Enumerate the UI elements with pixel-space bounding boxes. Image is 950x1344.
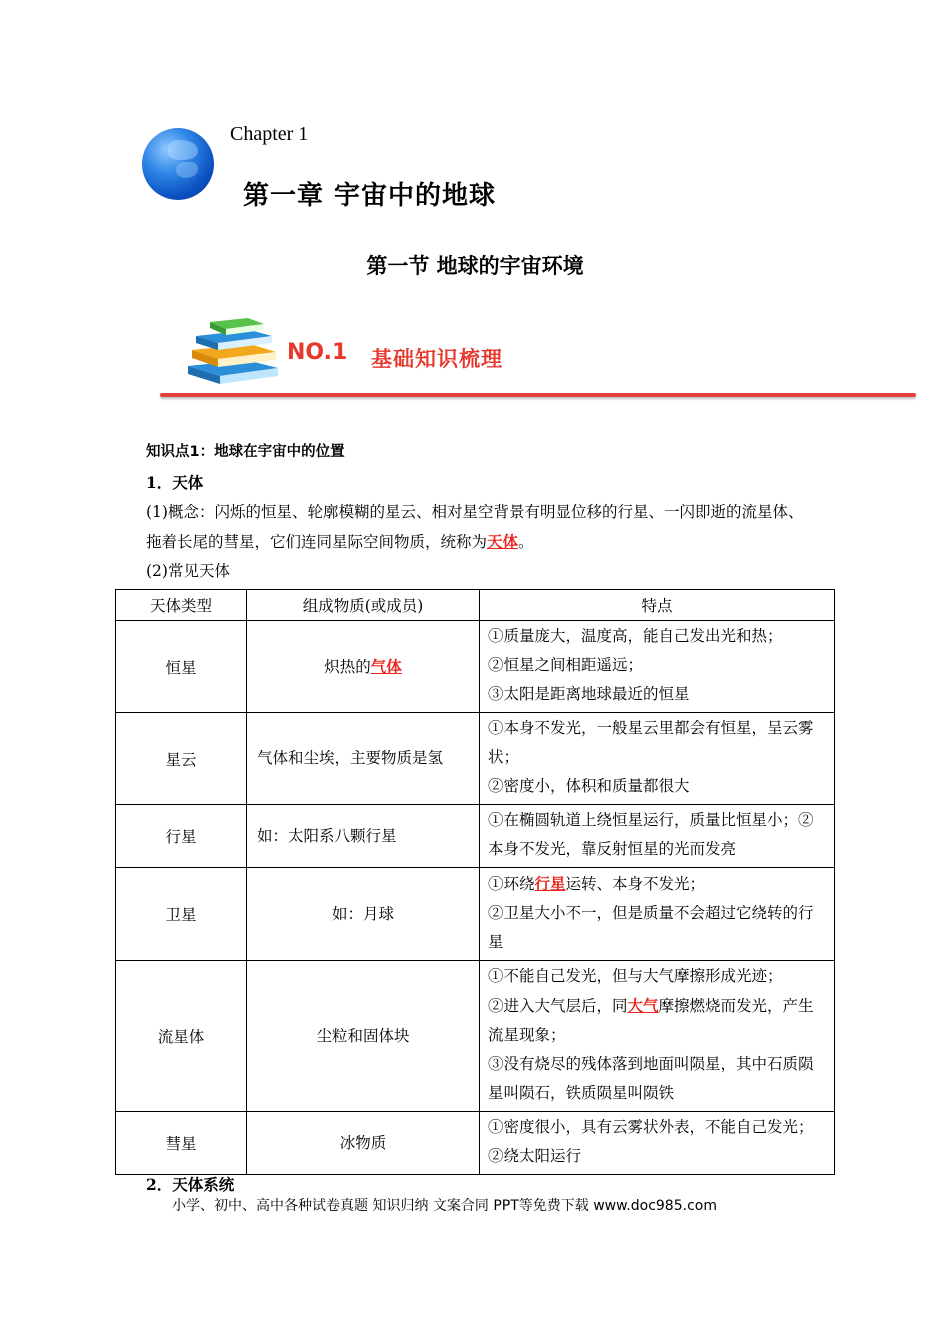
chapter-english-label: Chapter 1	[230, 123, 309, 145]
heading-celestial-bodies: 1．天体	[146, 473, 204, 492]
highlight-term: 气体	[370, 656, 402, 676]
cell-type: 星云	[116, 713, 247, 805]
cell-composition: 如：太阳系八颗行星	[247, 805, 480, 868]
table-row	[116, 621, 835, 713]
table-header-row	[116, 590, 835, 621]
cell-features: ①质量庞大，温度高，能自己发出光和热； ②恒星之间相距遥远； ③太阳是距离地球最近的恒星	[480, 621, 835, 713]
table-row	[116, 805, 835, 868]
footer-text: 小学、初中、高中各种试卷真题 知识归纳 文案合同 PPT等免费下载 www.doc985.com	[172, 1198, 717, 1214]
table-row	[116, 1112, 835, 1175]
header-composition: 组成物质(或成员)	[247, 590, 480, 621]
cell-type: 行星	[116, 805, 247, 868]
header-features: 特点	[480, 590, 835, 621]
cell-features: ①不能自己发光，但与大气摩擦形成光迹； ②进入大气层后，同大气摩擦燃烧而发光，产生流星现象； ③没有烧尽的残体落到地面叫陨星，其中石质陨星叫陨石，铁质陨星叫陨铁	[480, 961, 835, 1112]
header-type: 天体类型	[116, 590, 247, 621]
heading-common-bodies: (2)常见天体	[146, 562, 230, 580]
cell-composition: 气体和尘埃，主要物质是氢	[247, 713, 480, 805]
cell-features: ①在椭圆轨道上绕恒星运行，质量比恒星小；②本身不发光，靠反射恒星的光而发亮	[480, 805, 835, 868]
chapter-title: 第一章 宇宙中的地球	[243, 181, 497, 211]
globe-icon	[142, 128, 214, 200]
cell-features: ①本身不发光，一般星云里都会有恒星，呈云雾状； ②密度小，体积和质量都很大	[480, 713, 835, 805]
table-row	[116, 961, 835, 1112]
cell-features: ①环绕行星运转、本身不发光； ②卫星大小不一，但是质量不会超过它绕转的行星	[480, 868, 835, 961]
banner-divider	[160, 393, 916, 397]
cell-type: 彗星	[116, 1112, 247, 1175]
cell-type: 恒星	[116, 621, 247, 713]
knowledge-point-title: 知识点1：地球在宇宙中的位置	[146, 444, 345, 460]
cell-composition: 如：月球	[247, 868, 480, 961]
concept-paragraph: (1)概念：闪烁的恒星、轮廓模糊的星云、相对星空背景有明显位移的行星、一闪即逝的流星体、拖着长尾的彗星，它们连同星际空间物质，统称为天体。	[146, 503, 804, 551]
highlight-term: 大气	[627, 996, 659, 1015]
books-icon	[184, 314, 282, 384]
cell-type: 流星体	[116, 961, 247, 1112]
cell-composition: 冰物质	[247, 1112, 480, 1175]
highlight-term: 行星	[534, 874, 566, 893]
table-row	[116, 713, 835, 805]
table-row	[116, 868, 835, 961]
section-title: 第一节 地球的宇宙环境	[366, 254, 584, 278]
banner-title: 基础知识梳理	[371, 347, 503, 371]
cell-type: 卫星	[116, 868, 247, 961]
cell-composition: 炽热的气体	[247, 621, 480, 713]
highlight-term: 天体	[487, 532, 519, 551]
cell-features: ①密度很小，具有云雾状外表，不能自己发光； ②绕太阳运行	[480, 1112, 835, 1175]
section-banner	[160, 310, 920, 402]
cell-composition: 尘粒和固体块	[247, 961, 480, 1112]
banner-number: NO.1	[287, 340, 348, 365]
celestial-bodies-table	[115, 589, 835, 1175]
heading-celestial-systems: 2．天体系统	[146, 1175, 235, 1194]
